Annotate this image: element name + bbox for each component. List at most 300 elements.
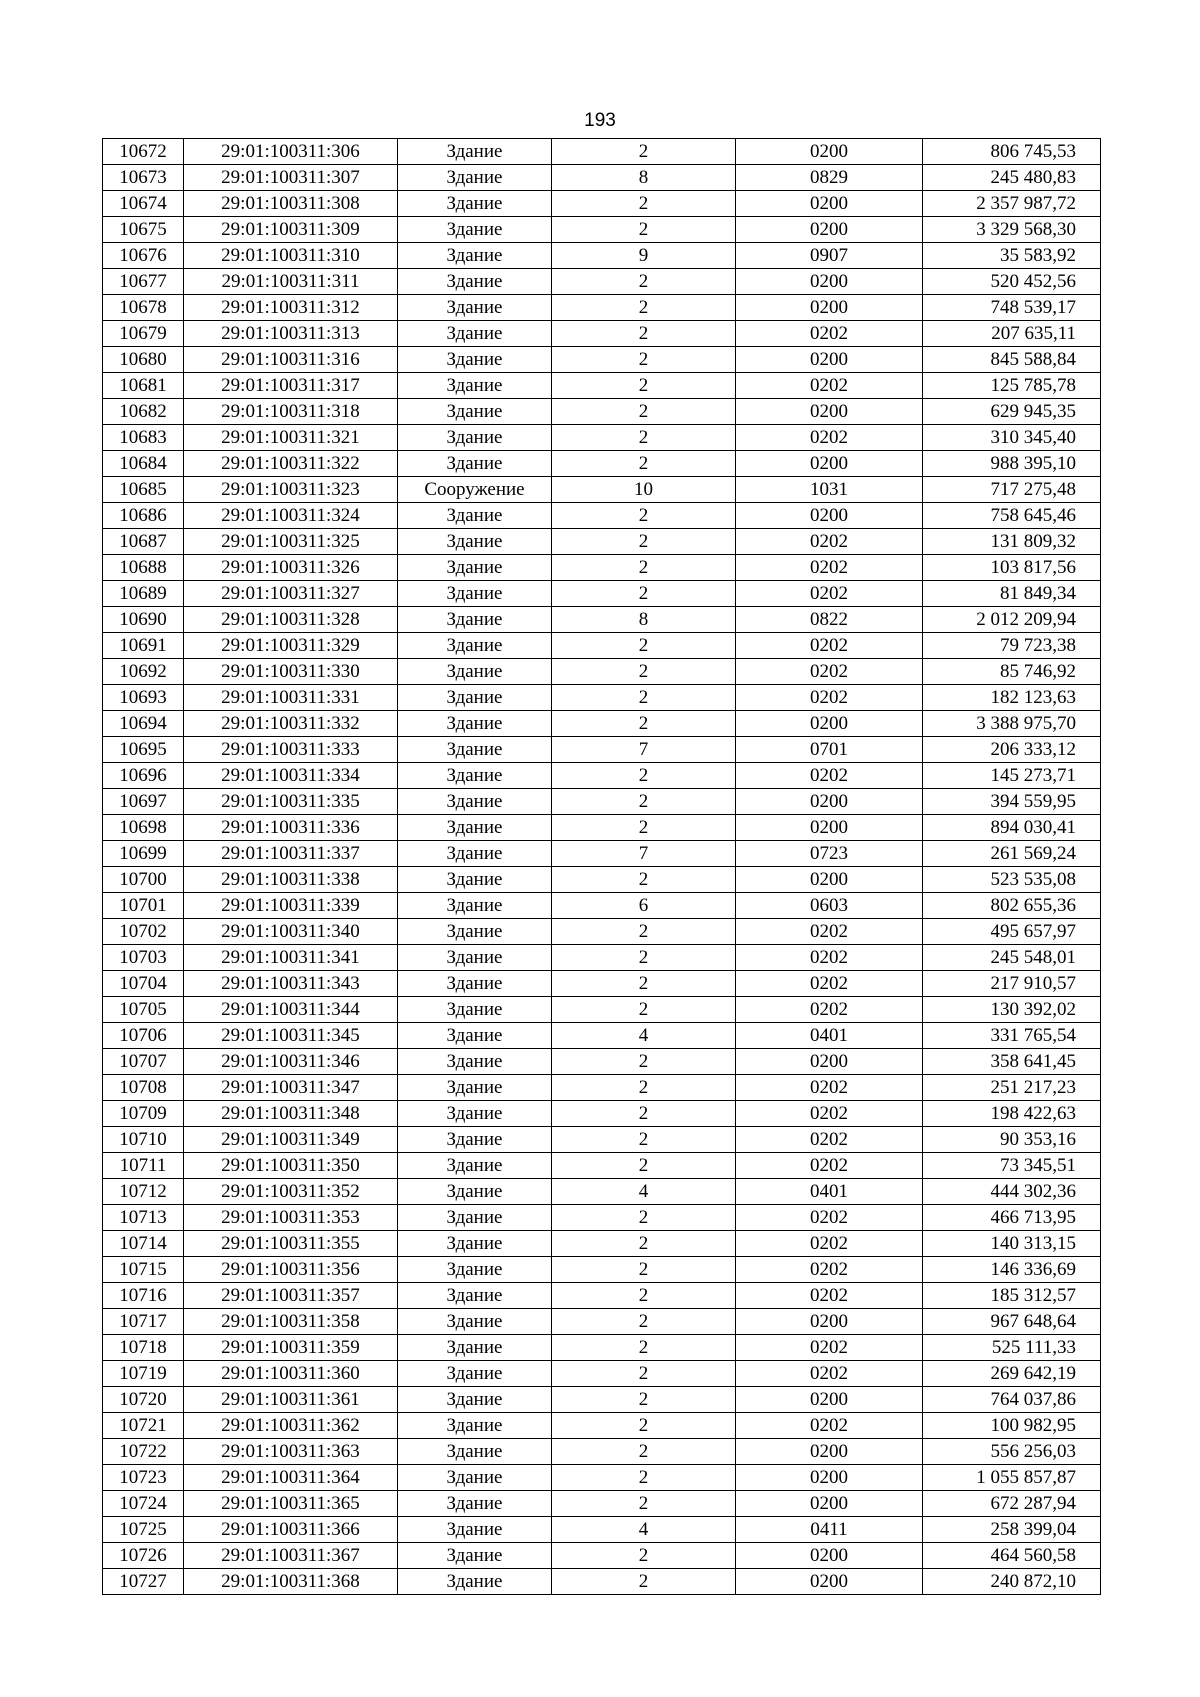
group-cell: 8 (552, 607, 736, 633)
cadastral-value-cell: 444 302,36 (923, 1179, 1101, 1205)
cadastral-number-cell: 29:01:100311:334 (184, 763, 398, 789)
cadastral-value-cell: 206 333,12 (923, 737, 1101, 763)
object-type-cell: Здание (398, 1101, 552, 1127)
cadastral-value-cell: 717 275,48 (923, 477, 1101, 503)
cadastral-number-cell: 29:01:100311:359 (184, 1335, 398, 1361)
cadastral-number-cell: 29:01:100311:327 (184, 581, 398, 607)
cadastral-number-cell: 29:01:100311:333 (184, 737, 398, 763)
row-number-cell: 10689 (103, 581, 184, 607)
group-cell: 2 (552, 997, 736, 1023)
cadastral-value-cell: 394 559,95 (923, 789, 1101, 815)
group-cell: 10 (552, 477, 736, 503)
cadastral-value-cell: 2 357 987,72 (923, 191, 1101, 217)
object-type-cell: Здание (398, 789, 552, 815)
group-cell: 2 (552, 373, 736, 399)
cadastral-value-cell: 131 809,32 (923, 529, 1101, 555)
row-number-cell: 10699 (103, 841, 184, 867)
table-row (103, 1387, 1101, 1413)
code-cell: 0202 (736, 659, 923, 685)
object-type-cell: Здание (398, 425, 552, 451)
cadastral-number-cell: 29:01:100311:330 (184, 659, 398, 685)
cadastral-value-cell: 845 588,84 (923, 347, 1101, 373)
table-row (103, 1205, 1101, 1231)
object-type-cell: Здание (398, 451, 552, 477)
cadastral-value-cell: 802 655,36 (923, 893, 1101, 919)
group-cell: 2 (552, 919, 736, 945)
group-cell: 2 (552, 633, 736, 659)
object-type-cell: Здание (398, 945, 552, 971)
table-row (103, 737, 1101, 763)
row-number-cell: 10696 (103, 763, 184, 789)
cadastral-number-cell: 29:01:100311:317 (184, 373, 398, 399)
object-type-cell: Здание (398, 737, 552, 763)
cadastral-value-cell: 185 312,57 (923, 1283, 1101, 1309)
group-cell: 2 (552, 1049, 736, 1075)
table-row (103, 1049, 1101, 1075)
cadastral-value-cell: 556 256,03 (923, 1439, 1101, 1465)
row-number-cell: 10706 (103, 1023, 184, 1049)
object-type-cell: Здание (398, 685, 552, 711)
object-type-cell: Здание (398, 1413, 552, 1439)
object-type-cell: Здание (398, 1465, 552, 1491)
object-type-cell: Здание (398, 1283, 552, 1309)
group-cell: 4 (552, 1023, 736, 1049)
cadastral-number-cell: 29:01:100311:345 (184, 1023, 398, 1049)
cadastral-value-cell: 140 313,15 (923, 1231, 1101, 1257)
table-row (103, 841, 1101, 867)
cadastral-value-cell: 146 336,69 (923, 1257, 1101, 1283)
cadastral-value-cell: 207 635,11 (923, 321, 1101, 347)
group-cell: 2 (552, 1413, 736, 1439)
table-row (103, 1231, 1101, 1257)
code-cell: 0603 (736, 893, 923, 919)
code-cell: 0200 (736, 139, 923, 165)
table-row (103, 425, 1101, 451)
code-cell: 0202 (736, 685, 923, 711)
table-row (103, 971, 1101, 997)
code-cell: 0202 (736, 1075, 923, 1101)
code-cell: 0200 (736, 191, 923, 217)
table-row (103, 1465, 1101, 1491)
table-row (103, 321, 1101, 347)
cadastral-value-cell: 79 723,38 (923, 633, 1101, 659)
cadastral-number-cell: 29:01:100311:350 (184, 1153, 398, 1179)
code-cell: 0202 (736, 945, 923, 971)
group-cell: 2 (552, 1387, 736, 1413)
cadastral-value-cell: 251 217,23 (923, 1075, 1101, 1101)
code-cell: 0401 (736, 1023, 923, 1049)
code-cell: 0200 (736, 1491, 923, 1517)
row-number-cell: 10720 (103, 1387, 184, 1413)
code-cell: 0202 (736, 1205, 923, 1231)
object-type-cell: Здание (398, 165, 552, 191)
row-number-cell: 10712 (103, 1179, 184, 1205)
row-number-cell: 10718 (103, 1335, 184, 1361)
group-cell: 2 (552, 815, 736, 841)
cadastral-value-cell: 90 353,16 (923, 1127, 1101, 1153)
cadastral-value-cell: 523 535,08 (923, 867, 1101, 893)
table-row (103, 789, 1101, 815)
table-row (103, 581, 1101, 607)
cadastral-number-cell: 29:01:100311:364 (184, 1465, 398, 1491)
cadastral-number-cell: 29:01:100311:347 (184, 1075, 398, 1101)
group-cell: 2 (552, 1153, 736, 1179)
row-number-cell: 10708 (103, 1075, 184, 1101)
cadastral-number-cell: 29:01:100311:326 (184, 555, 398, 581)
table-row (103, 997, 1101, 1023)
code-cell: 0200 (736, 399, 923, 425)
row-number-cell: 10694 (103, 711, 184, 737)
cadastral-value-cell: 3 329 568,30 (923, 217, 1101, 243)
cadastral-value-cell: 198 422,63 (923, 1101, 1101, 1127)
table-row (103, 451, 1101, 477)
object-type-cell: Здание (398, 971, 552, 997)
table-row (103, 1439, 1101, 1465)
object-type-cell: Здание (398, 529, 552, 555)
group-cell: 9 (552, 243, 736, 269)
table-row (103, 815, 1101, 841)
group-cell: 2 (552, 1257, 736, 1283)
group-cell: 2 (552, 399, 736, 425)
row-number-cell: 10695 (103, 737, 184, 763)
row-number-cell: 10698 (103, 815, 184, 841)
cadastral-number-cell: 29:01:100311:316 (184, 347, 398, 373)
table-row (103, 191, 1101, 217)
object-type-cell: Здание (398, 919, 552, 945)
row-number-cell: 10691 (103, 633, 184, 659)
group-cell: 2 (552, 1075, 736, 1101)
row-number-cell: 10719 (103, 1361, 184, 1387)
object-type-cell: Здание (398, 373, 552, 399)
code-cell: 0202 (736, 763, 923, 789)
group-cell: 4 (552, 1179, 736, 1205)
cadastral-number-cell: 29:01:100311:322 (184, 451, 398, 477)
table-row (103, 529, 1101, 555)
row-number-cell: 10677 (103, 269, 184, 295)
group-cell: 2 (552, 1465, 736, 1491)
row-number-cell: 10702 (103, 919, 184, 945)
table-row (103, 867, 1101, 893)
object-type-cell: Здание (398, 581, 552, 607)
code-cell: 0202 (736, 1283, 923, 1309)
row-number-cell: 10703 (103, 945, 184, 971)
table-row (103, 1127, 1101, 1153)
cadastral-value-cell: 2 012 209,94 (923, 607, 1101, 633)
cadastral-number-cell: 29:01:100311:362 (184, 1413, 398, 1439)
row-number-cell: 10684 (103, 451, 184, 477)
code-cell: 0202 (736, 633, 923, 659)
table-row (103, 1413, 1101, 1439)
cadastral-number-cell: 29:01:100311:325 (184, 529, 398, 555)
row-number-cell: 10685 (103, 477, 184, 503)
object-type-cell: Здание (398, 217, 552, 243)
table-row (103, 1257, 1101, 1283)
group-cell: 2 (552, 581, 736, 607)
code-cell: 0202 (736, 1413, 923, 1439)
object-type-cell: Сооружение (398, 477, 552, 503)
code-cell: 0202 (736, 1231, 923, 1257)
cadastral-number-cell: 29:01:100311:312 (184, 295, 398, 321)
code-cell: 1031 (736, 477, 923, 503)
group-cell: 2 (552, 1231, 736, 1257)
cadastral-value-cell: 967 648,64 (923, 1309, 1101, 1335)
code-cell: 0723 (736, 841, 923, 867)
code-cell: 0202 (736, 1127, 923, 1153)
cadastral-number-cell: 29:01:100311:340 (184, 919, 398, 945)
table-row (103, 685, 1101, 711)
table-row (103, 477, 1101, 503)
code-cell: 0200 (736, 1569, 923, 1595)
object-type-cell: Здание (398, 1179, 552, 1205)
object-type-cell: Здание (398, 1361, 552, 1387)
cadastral-number-cell: 29:01:100311:329 (184, 633, 398, 659)
object-type-cell: Здание (398, 815, 552, 841)
code-cell: 0202 (736, 919, 923, 945)
table-row (103, 1569, 1101, 1595)
cadastral-number-cell: 29:01:100311:328 (184, 607, 398, 633)
group-cell: 2 (552, 659, 736, 685)
cadastral-value-cell: 466 713,95 (923, 1205, 1101, 1231)
group-cell: 2 (552, 269, 736, 295)
row-number-cell: 10673 (103, 165, 184, 191)
row-number-cell: 10721 (103, 1413, 184, 1439)
table-row (103, 1101, 1101, 1127)
row-number-cell: 10710 (103, 1127, 184, 1153)
row-number-cell: 10711 (103, 1153, 184, 1179)
cadastral-value-cell: 520 452,56 (923, 269, 1101, 295)
code-cell: 0200 (736, 815, 923, 841)
group-cell: 2 (552, 139, 736, 165)
code-cell: 0200 (736, 451, 923, 477)
object-type-cell: Здание (398, 1231, 552, 1257)
group-cell: 2 (552, 789, 736, 815)
object-type-cell: Здание (398, 555, 552, 581)
code-cell: 0701 (736, 737, 923, 763)
cadastral-value-cell: 245 480,83 (923, 165, 1101, 191)
code-cell: 0202 (736, 1101, 923, 1127)
cadastral-number-cell: 29:01:100311:363 (184, 1439, 398, 1465)
row-number-cell: 10709 (103, 1101, 184, 1127)
table-row (103, 893, 1101, 919)
group-cell: 2 (552, 1439, 736, 1465)
code-cell: 0202 (736, 529, 923, 555)
table-row (103, 295, 1101, 321)
row-number-cell: 10705 (103, 997, 184, 1023)
group-cell: 2 (552, 1309, 736, 1335)
cadastral-value-cell: 81 849,34 (923, 581, 1101, 607)
cadastral-number-cell: 29:01:100311:341 (184, 945, 398, 971)
object-type-cell: Здание (398, 1049, 552, 1075)
cadastral-value-cell: 806 745,53 (923, 139, 1101, 165)
table-row (103, 503, 1101, 529)
cadastral-number-cell: 29:01:100311:353 (184, 1205, 398, 1231)
group-cell: 7 (552, 737, 736, 763)
code-cell: 0200 (736, 295, 923, 321)
code-cell: 0200 (736, 789, 923, 815)
object-type-cell: Здание (398, 997, 552, 1023)
code-cell: 0200 (736, 347, 923, 373)
cadastral-value-cell: 310 345,40 (923, 425, 1101, 451)
table-row (103, 1361, 1101, 1387)
row-number-cell: 10681 (103, 373, 184, 399)
cadastral-value-cell: 629 945,35 (923, 399, 1101, 425)
cadastral-number-cell: 29:01:100311:338 (184, 867, 398, 893)
group-cell: 2 (552, 217, 736, 243)
group-cell: 2 (552, 191, 736, 217)
cadastral-number-cell: 29:01:100311:344 (184, 997, 398, 1023)
code-cell: 0200 (736, 867, 923, 893)
cadastral-value-cell: 100 982,95 (923, 1413, 1101, 1439)
code-cell: 0202 (736, 555, 923, 581)
cadastral-value-cell: 525 111,33 (923, 1335, 1101, 1361)
row-number-cell: 10723 (103, 1465, 184, 1491)
cadastral-number-cell: 29:01:100311:307 (184, 165, 398, 191)
group-cell: 2 (552, 1361, 736, 1387)
row-number-cell: 10697 (103, 789, 184, 815)
code-cell: 0202 (736, 321, 923, 347)
cadastral-value-cell: 182 123,63 (923, 685, 1101, 711)
row-number-cell: 10717 (103, 1309, 184, 1335)
cadastral-number-cell: 29:01:100311:357 (184, 1283, 398, 1309)
cadastral-value-cell: 358 641,45 (923, 1049, 1101, 1075)
object-type-cell: Здание (398, 841, 552, 867)
group-cell: 2 (552, 1543, 736, 1569)
row-number-cell: 10725 (103, 1517, 184, 1543)
code-cell: 0202 (736, 997, 923, 1023)
table-row (103, 659, 1101, 685)
group-cell: 2 (552, 529, 736, 555)
table-row (103, 139, 1101, 165)
cadastral-number-cell: 29:01:100311:343 (184, 971, 398, 997)
cadastral-number-cell: 29:01:100311:355 (184, 1231, 398, 1257)
object-type-cell: Здание (398, 1309, 552, 1335)
table-row (103, 269, 1101, 295)
row-number-cell: 10680 (103, 347, 184, 373)
cadastral-number-cell: 29:01:100311:321 (184, 425, 398, 451)
group-cell: 2 (552, 1283, 736, 1309)
code-cell: 0411 (736, 1517, 923, 1543)
code-cell: 0200 (736, 1309, 923, 1335)
group-cell: 2 (552, 1127, 736, 1153)
object-type-cell: Здание (398, 503, 552, 529)
row-number-cell: 10675 (103, 217, 184, 243)
row-number-cell: 10686 (103, 503, 184, 529)
object-type-cell: Здание (398, 1075, 552, 1101)
table-row (103, 373, 1101, 399)
cadastral-value-cell: 145 273,71 (923, 763, 1101, 789)
object-type-cell: Здание (398, 139, 552, 165)
code-cell: 0829 (736, 165, 923, 191)
group-cell: 2 (552, 347, 736, 373)
cadastral-value-cell: 130 392,02 (923, 997, 1101, 1023)
code-cell: 0200 (736, 1387, 923, 1413)
code-cell: 0202 (736, 1257, 923, 1283)
code-cell: 0202 (736, 1335, 923, 1361)
cadastral-number-cell: 29:01:100311:323 (184, 477, 398, 503)
table-row (103, 1491, 1101, 1517)
row-number-cell: 10678 (103, 295, 184, 321)
cadastral-value-cell: 3 388 975,70 (923, 711, 1101, 737)
object-type-cell: Здание (398, 1439, 552, 1465)
row-number-cell: 10715 (103, 1257, 184, 1283)
object-type-cell: Здание (398, 1205, 552, 1231)
code-cell: 0907 (736, 243, 923, 269)
cadastral-value-cell: 125 785,78 (923, 373, 1101, 399)
group-cell: 6 (552, 893, 736, 919)
row-number-cell: 10679 (103, 321, 184, 347)
cadastral-number-cell: 29:01:100311:335 (184, 789, 398, 815)
code-cell: 0200 (736, 711, 923, 737)
object-type-cell: Здание (398, 1569, 552, 1595)
code-cell: 0200 (736, 1439, 923, 1465)
table-row (103, 633, 1101, 659)
cadastral-number-cell: 29:01:100311:356 (184, 1257, 398, 1283)
cadastral-value-cell: 103 817,56 (923, 555, 1101, 581)
row-number-cell: 10672 (103, 139, 184, 165)
group-cell: 2 (552, 971, 736, 997)
group-cell: 4 (552, 1517, 736, 1543)
object-type-cell: Здание (398, 1387, 552, 1413)
cadastral-number-cell: 29:01:100311:346 (184, 1049, 398, 1075)
object-type-cell: Здание (398, 1153, 552, 1179)
table-row (103, 711, 1101, 737)
row-number-cell: 10724 (103, 1491, 184, 1517)
row-number-cell: 10707 (103, 1049, 184, 1075)
object-type-cell: Здание (398, 659, 552, 685)
group-cell: 2 (552, 451, 736, 477)
object-type-cell: Здание (398, 1023, 552, 1049)
code-cell: 0200 (736, 1465, 923, 1491)
table-row (103, 1543, 1101, 1569)
object-type-cell: Здание (398, 1127, 552, 1153)
row-number-cell: 10727 (103, 1569, 184, 1595)
code-cell: 0202 (736, 373, 923, 399)
code-cell: 0202 (736, 1153, 923, 1179)
cadastral-number-cell: 29:01:100311:361 (184, 1387, 398, 1413)
object-type-cell: Здание (398, 1257, 552, 1283)
group-cell: 2 (552, 763, 736, 789)
object-type-cell: Здание (398, 399, 552, 425)
cadastral-value-cell: 894 030,41 (923, 815, 1101, 841)
group-cell: 2 (552, 711, 736, 737)
cadastral-value-cell: 464 560,58 (923, 1543, 1101, 1569)
cadastral-number-cell: 29:01:100311:367 (184, 1543, 398, 1569)
code-cell: 0822 (736, 607, 923, 633)
code-cell: 0202 (736, 1361, 923, 1387)
table-row (103, 165, 1101, 191)
row-number-cell: 10716 (103, 1283, 184, 1309)
code-cell: 0401 (736, 1179, 923, 1205)
table-row (103, 763, 1101, 789)
cadastral-number-cell: 29:01:100311:365 (184, 1491, 398, 1517)
row-number-cell: 10726 (103, 1543, 184, 1569)
row-number-cell: 10704 (103, 971, 184, 997)
row-number-cell: 10700 (103, 867, 184, 893)
table-row (103, 399, 1101, 425)
row-number-cell: 10687 (103, 529, 184, 555)
row-number-cell: 10690 (103, 607, 184, 633)
group-cell: 8 (552, 165, 736, 191)
group-cell: 2 (552, 867, 736, 893)
cadastral-number-cell: 29:01:100311:348 (184, 1101, 398, 1127)
table-row (103, 1283, 1101, 1309)
cadastral-number-cell: 29:01:100311:324 (184, 503, 398, 529)
cadastral-number-cell: 29:01:100311:318 (184, 399, 398, 425)
cadastral-number-cell: 29:01:100311:337 (184, 841, 398, 867)
cadastral-number-cell: 29:01:100311:349 (184, 1127, 398, 1153)
object-type-cell: Здание (398, 633, 552, 659)
row-number-cell: 10676 (103, 243, 184, 269)
